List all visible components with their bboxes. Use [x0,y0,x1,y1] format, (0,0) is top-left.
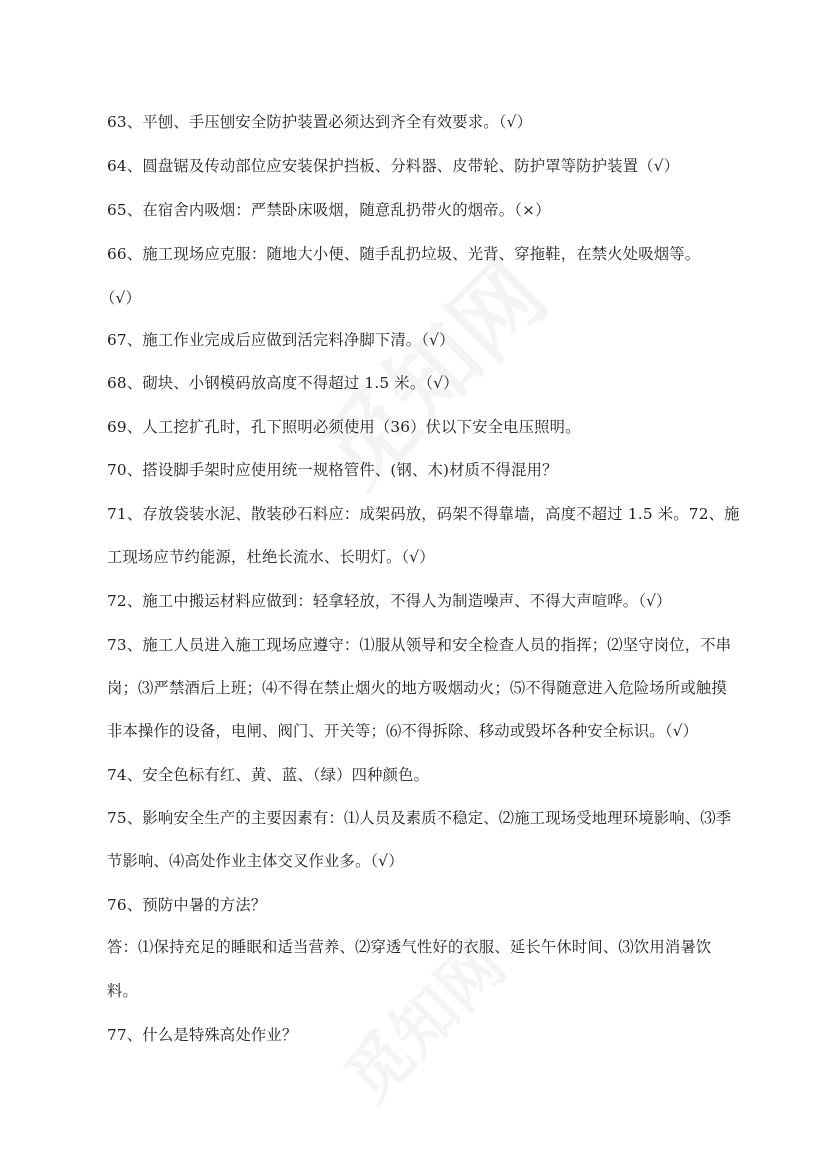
text-line: 非本操作的设备，电闸、阀门、开关等；⑹不得拆除、移动或毁坏各种安全标识。（√） [107,722,699,740]
text-line: 71、存放袋装水泥、散装砂石料应：成架码放，码架不得靠墙，高度不超过 1.5 米。72、施 [107,505,740,523]
text-line: 67、施工作业完成后应做到活完料净脚下清。（√） [107,331,455,349]
text-line: 答：⑴保持充足的睡眠和适当营养、⑵穿透气性好的衣服、延长午休时间、⑶饮用消暑饮 [107,938,712,956]
text-line: 料。 [107,982,138,1000]
text-line: 66、施工现场应克服：随地大小便、随手乱扔垃圾、光背、穿拖鞋，在禁火处吸烟等。 [107,245,701,263]
text-line: 70、搭设脚手架时应使用统一规格管件、(钢、木)材质不得混用？ [107,461,558,479]
text-line: 65、在宿舍内吸烟：严禁卧床吸烟，随意乱扔带火的烟帝。（×） [107,201,551,219]
text-line: 75、影响安全生产的主要因素有：⑴人员及素质不稳定、⑵施工现场受地理环境影响、⑶季 [107,809,732,827]
text-line: 69、人工挖扩孔时，孔下照明必须使用（36）伏以下安全电压照明。 [107,418,581,436]
text-line: 73、施工人员进入施工现场应遵守：⑴服从领导和安全检查人员的指挥；⑵坚守岗位，不串 [107,636,732,654]
text-line: （√） [100,289,141,307]
text-line: 77、什么是特殊高处作业？ [107,1026,298,1044]
text-line: 72、施工中搬运材料应做到：轻拿轻放，不得人为制造噪声、不得大声喧哗。（√） [107,592,672,610]
watermark [335,931,516,1112]
text-line: 76、预防中暑的方法？ [107,896,267,914]
text-line: 节影响、⑷高处作业主体交叉作业多。（√） [107,852,404,870]
text-line: 工现场应节约能源，杜绝长流水、长明灯。（√） [107,548,435,566]
text-line: 74、安全色标有红、黄、蓝、（绿）四种颜色。 [107,766,430,784]
text-line: 岗；⑶严禁酒后上班；⑷不得在禁止烟火的地方吸烟动火；⑸不得随意进入危险场所或触摸 [107,679,727,697]
text-line: 63、平刨、手压刨安全防护装置必须达到齐全有效要求。（√） [107,113,533,131]
text-line: 64、圆盘锯及传动部位应安装保护挡板、分料器、皮带轮、防护罩等防护装置（√） [107,157,680,175]
text-line: 68、砌块、小钢模码放高度不得超过 1.5 米。（√） [107,374,459,392]
